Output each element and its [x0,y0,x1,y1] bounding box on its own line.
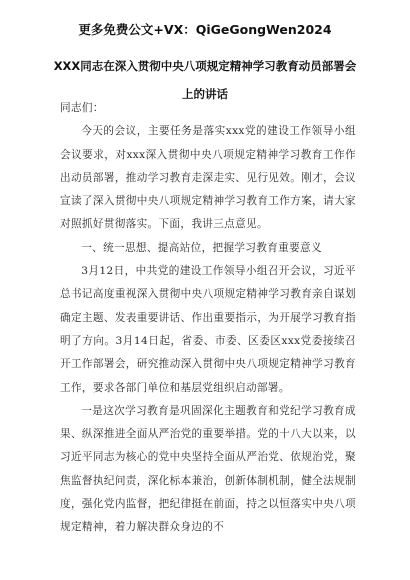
paragraph-point-1: 一是这次学习教育是巩固深化主题教育和党纪学习教育成果、纵深推进全面从严治党的重要举措。党的十八大以来，以习近平同志为核心的党中央坚持全面从严治党、依规治党，聚焦监督执纪问责，深化标本兼治，创新体制机制，健全法规制度，强化党内监督，把纪律挺在前面，持之以恒落实中央八项规定精神，着力解决群众身边的不 [60,404,356,534]
salutation: 同志们： [60,102,104,114]
paragraph-intro: 今天的会议，主要任务是落实xxx党的建设工作领导小组会议要求，对xxx深入贯彻中央八项规定精神学习教育工作作出动员部署，推动学习教育走深走实、见行见效。刚才，会议宣读了深入贯彻中央八项规定精神学习教育工作方案，请大家对照抓好贯彻落实。下面，我讲三点意见。 [60,125,356,231]
document-title: XXX同志在深入贯彻中央八项规定精神学习教育动员部署会上的讲话 [53,59,357,101]
paragraph-background: 3月12日，中共党的建设工作领导小组召开会议，习近平总书记高度重视深入贯彻中央八项规定精神学习教育亲自谋划确定主题、发表重要讲话、作出重要指示，为开展学习教育指明了方向。3月14日起，省委、市委、区委区xxx党委接续召开工作部署会，研究推动深入贯彻中央八项规定精神学习教育工作，要求各部门单位和基层党组织启动部署。 [60,265,356,394]
document-body [60,97,356,540]
section-heading-1: 一、统一思想、提高站位，把握学习教育重要意义 [81,241,322,254]
promo-header: 更多免费公文+VX：QiGeGongWen2024 [78,22,332,37]
